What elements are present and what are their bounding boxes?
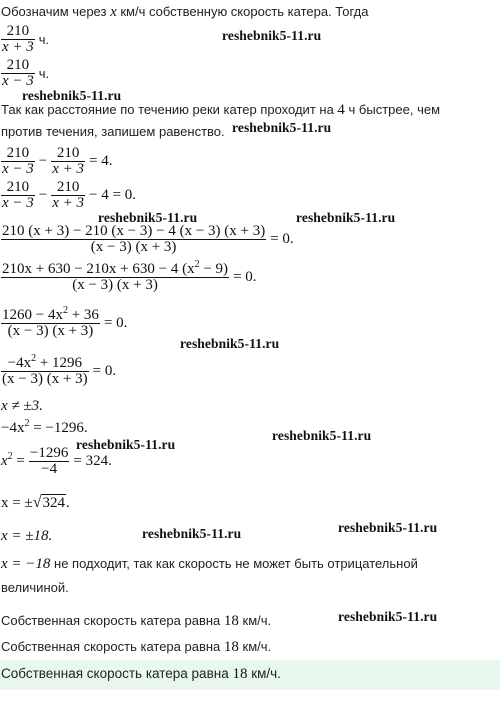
answer-line-2: Собственная скорость катера равна 18 км/ч.	[1, 639, 272, 655]
time-upstream: $\frac{210}{x - 3}$ ч.	[2, 57, 50, 89]
equation-10: x = ±√324.	[1, 494, 70, 511]
equation-8: $-4x^2 = -1296$.	[1, 418, 88, 436]
watermark: reshebnik5-11.ru	[338, 520, 438, 535]
watermark: reshebnik5-11.ru	[142, 526, 242, 541]
equation-3: $\frac{210 (x + 3) - 210 (x - 3) - 4 (x - 3) (x + 3)}{(x - 3) (x + 3)}$ = 0.	[2, 223, 294, 255]
answer-line-1: Собственная скорость катера равна 18 км/ч.	[1, 613, 272, 629]
explanation-line1: Так как расстояние по течению реки катер проходит на 4 ч быстрее, чем	[1, 102, 441, 118]
intro-line: Обозначим через x км/ч собственную скорость катера. Тогда	[1, 4, 369, 20]
watermark: reshebnik5-11.ru	[98, 210, 198, 225]
equation-11: x = ±18.	[1, 528, 53, 544]
equation-5: $\frac{1260 - 4x^2 + 36}{(x - 3) (x + 3)}$ = 0.	[2, 305, 128, 339]
watermark: reshebnik5-11.ru	[22, 88, 122, 103]
equation-2: $\frac{210}{x - 3}$ − $\frac{210}{x + 3}$ − 4 = 0.	[2, 179, 136, 211]
equation-6: $\frac{-4x^2 + 1296}{(x - 3) (x + 3)}$ = 0.	[2, 353, 117, 387]
watermark: reshebnik5-11.ru	[232, 120, 332, 135]
watermark: reshebnik5-11.ru	[296, 210, 396, 225]
watermark: reshebnik5-11.ru	[180, 336, 280, 351]
equation-1: $\frac{210}{x - 3}$ − $\frac{210}{x + 3}$ = 4.	[2, 145, 113, 177]
answer-line-final: Собственная скорость катера равна 18 км/ч.	[1, 666, 281, 682]
equation-4: $\frac{210x + 630 - 210x + 630 - 4 (x^2 - 9)}{(x - 3) (x + 3)}$ = 0.	[2, 259, 257, 293]
watermark: reshebnik5-11.ru	[272, 428, 372, 443]
conclusion-line2: величиной.	[1, 580, 69, 595]
equation-9: $x^2$ = $\frac{-1296}{-4}$ = 324.	[1, 445, 112, 477]
conclusion-line1: x = −18 не подходит, так как скорость не может быть отрицательной	[1, 556, 418, 572]
watermark: reshebnik5-11.ru	[76, 437, 176, 452]
watermark: reshebnik5-11.ru	[222, 28, 322, 43]
explanation-line2: против течения, запишем равенство.	[1, 124, 225, 139]
watermark: reshebnik5-11.ru	[338, 609, 438, 624]
time-downstream: $\frac{210}{x + 3}$ ч.	[2, 23, 50, 55]
equation-7: x ≠ ±3.	[1, 398, 43, 414]
